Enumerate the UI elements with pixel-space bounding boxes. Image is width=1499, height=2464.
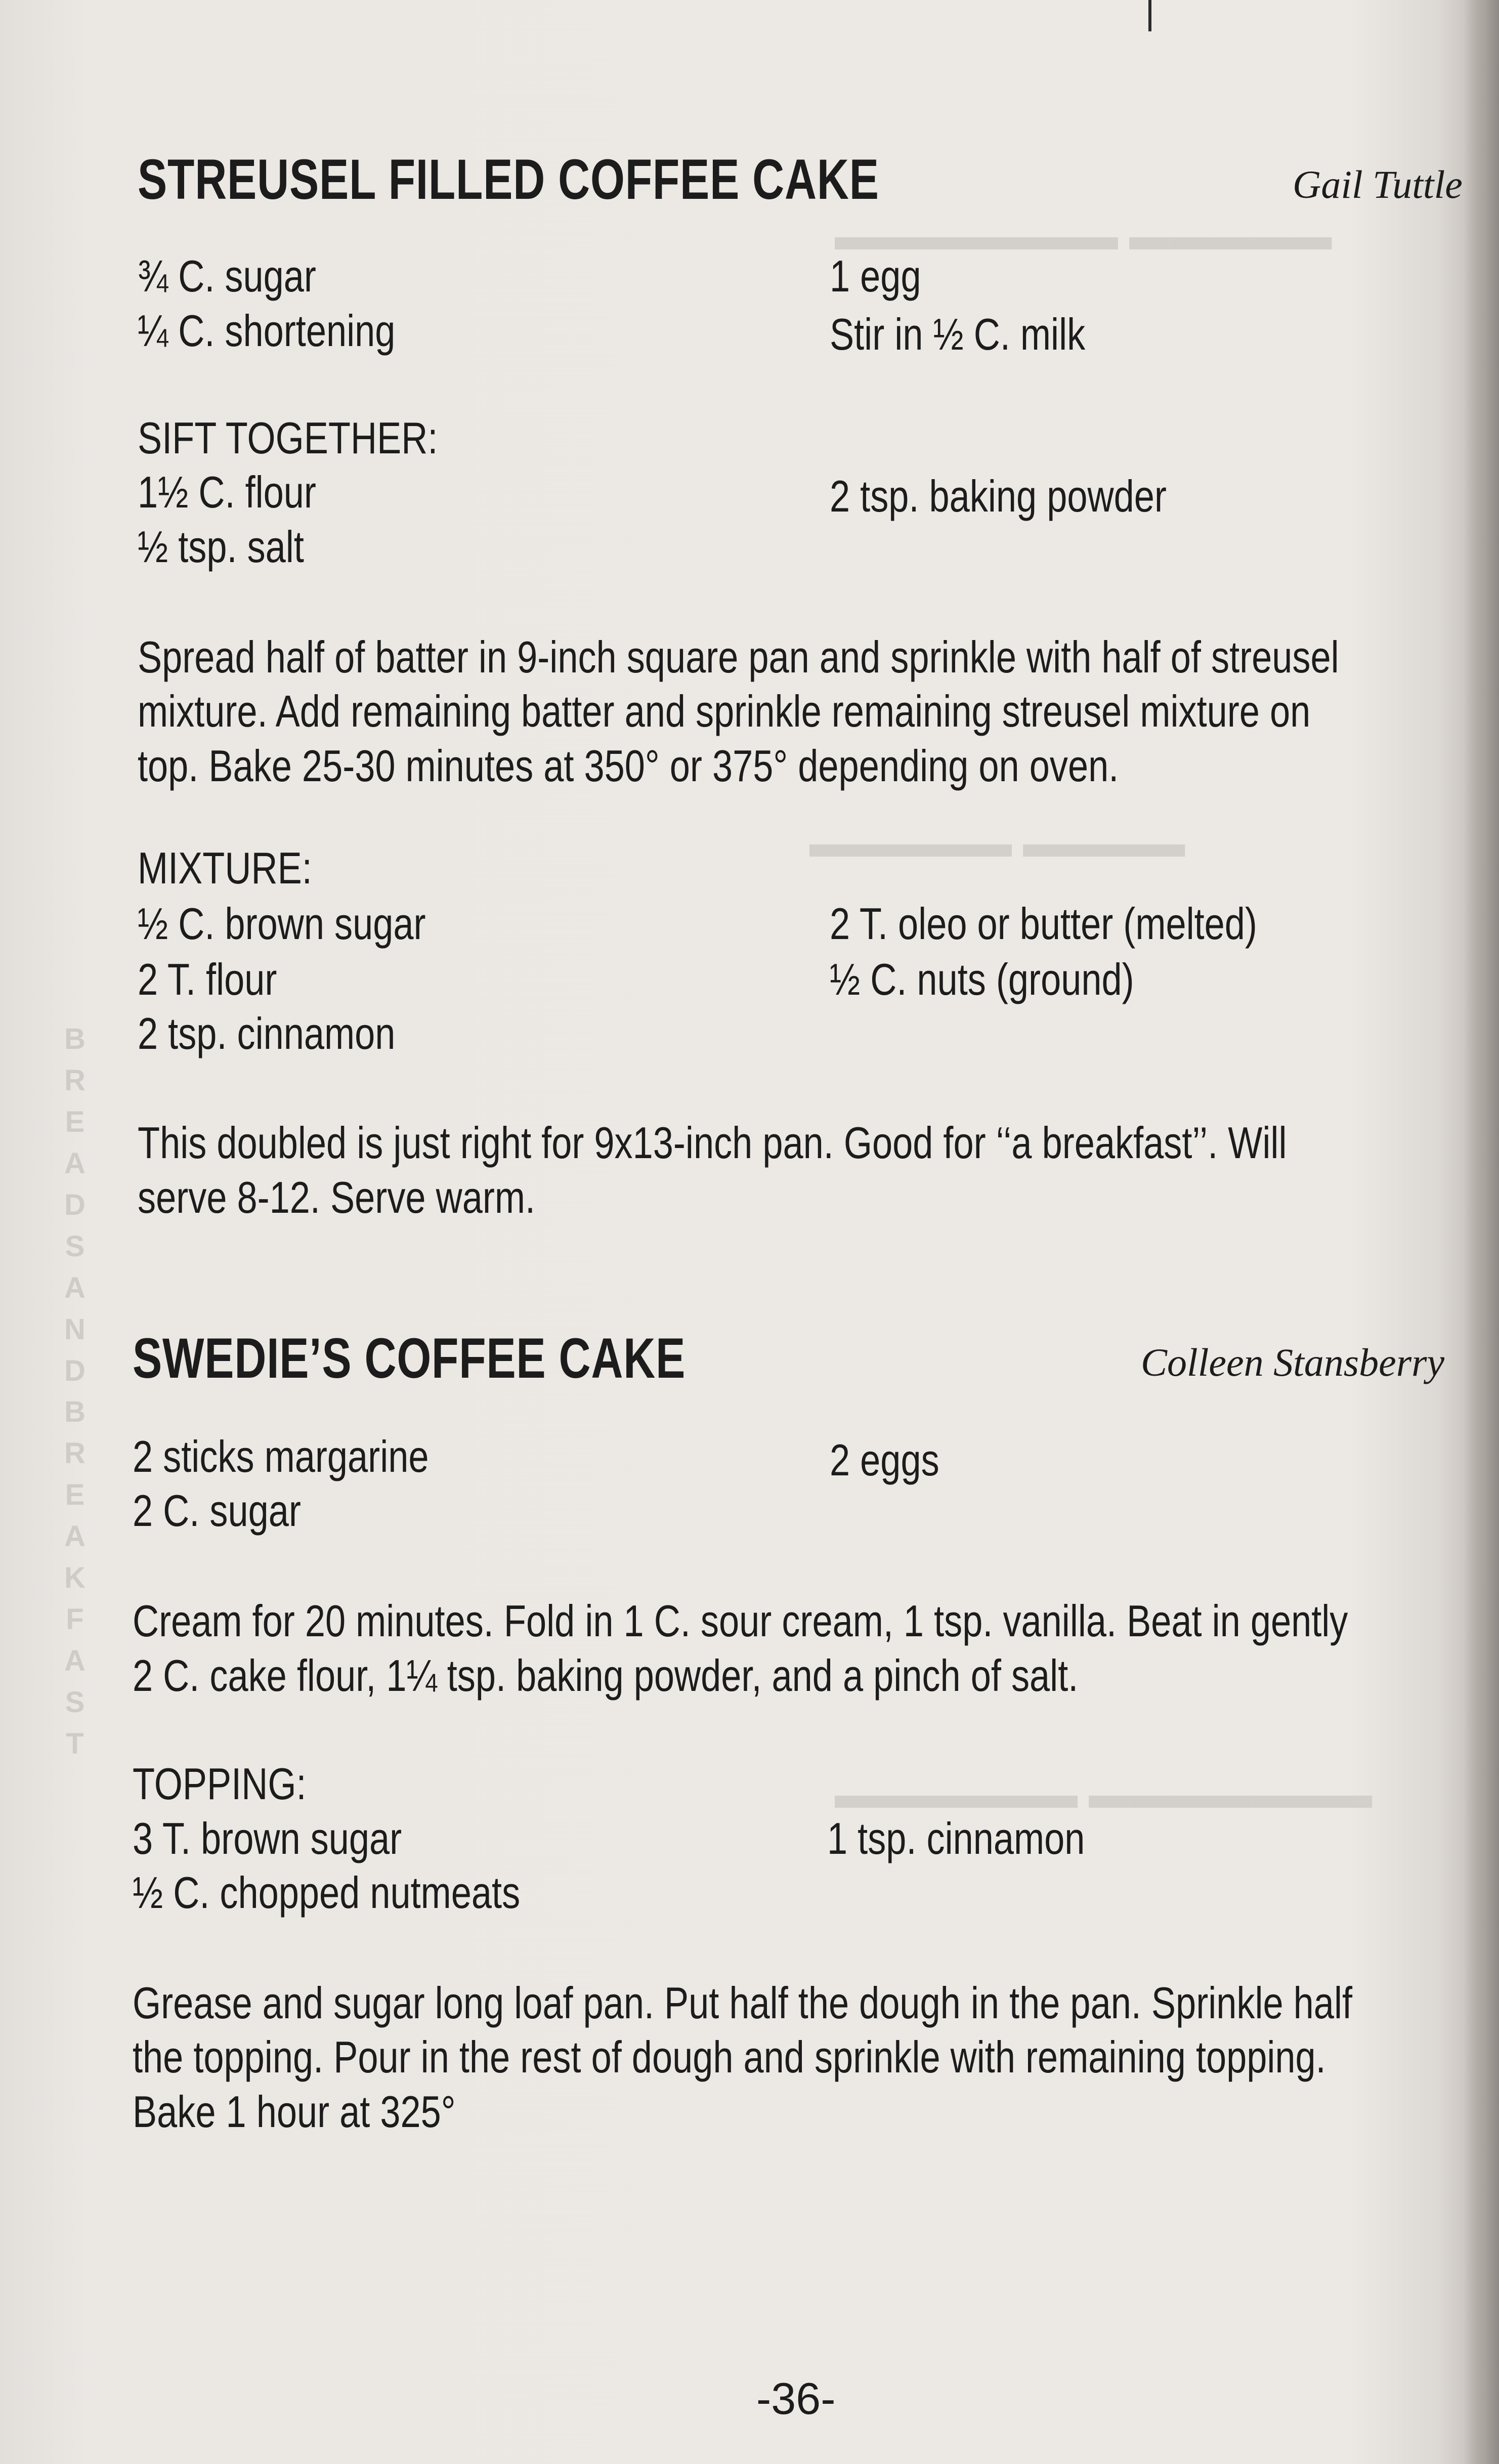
ingredient: 1½ C. flour xyxy=(138,467,316,517)
section-header: SIFT TOGETHER: xyxy=(138,413,438,463)
note-line: This doubled is just right for 9x13-inch pan. Good for ‘‘a breakfast’’. Will xyxy=(138,1118,1287,1168)
note-line: serve 8-12. Serve warm. xyxy=(138,1172,536,1222)
page-number: -36- xyxy=(756,2373,836,2424)
ingredient: 2 T. oleo or butter (melted) xyxy=(830,899,1257,949)
side-letter: A xyxy=(64,1271,85,1304)
recipe-author: Colleen Stansberry xyxy=(1141,1340,1445,1384)
ingredient: 2 eggs xyxy=(830,1435,939,1485)
side-letter: R xyxy=(64,1437,85,1470)
side-letter: N xyxy=(64,1312,85,1346)
section-side-strip xyxy=(60,1022,90,1761)
ingredient: 2 C. sugar xyxy=(133,1485,301,1536)
recipe-author: Gail Tuttle xyxy=(1293,162,1463,206)
top-tick-mark xyxy=(1148,0,1151,31)
side-letter: F xyxy=(66,1603,84,1636)
side-letter: A xyxy=(64,1520,85,1553)
instruction-line: Spread half of batter in 9-inch square pan and sprinkle with half of streusel xyxy=(138,632,1339,682)
ingredient: 3 T. brown sugar xyxy=(133,1813,402,1863)
ingredient: ½ C. brown sugar xyxy=(138,899,426,949)
page-edge-shadow xyxy=(1464,0,1499,2464)
side-letter: B xyxy=(64,1023,85,1055)
section-header: TOPPING: xyxy=(133,1759,307,1809)
instruction-line: Cream for 20 minutes. Fold in 1 C. sour cream, 1 tsp. vanilla. Beat in gently xyxy=(133,1596,1348,1646)
bleed-through: ▬▬▬▬▬ ▬▬▬▬▬▬▬ xyxy=(835,213,1332,258)
ingredient: 2 sticks margarine xyxy=(133,1431,429,1481)
ingredient: 1 tsp. cinnamon xyxy=(827,1813,1085,1863)
side-letter: T xyxy=(66,1727,84,1760)
side-letter: A xyxy=(64,1146,85,1180)
side-letter: D xyxy=(64,1354,85,1387)
instruction-line: top. Bake 25-30 minutes at 350° or 375° depending on oven. xyxy=(138,741,1119,791)
side-letter: E xyxy=(65,1478,85,1512)
recipe-title: SWEDIE’S COFFEE CAKE xyxy=(133,1327,686,1390)
ingredient: 2 T. flour xyxy=(138,954,277,1004)
side-letter: A xyxy=(64,1644,85,1678)
ingredient: ½ tsp. salt xyxy=(138,522,304,572)
side-letter: S xyxy=(65,1229,85,1263)
ingredient: 2 tsp. baking powder xyxy=(830,471,1167,521)
instruction-line: mixture. Add remaining batter and sprinkle remaining streusel mixture on xyxy=(138,686,1311,736)
side-letter: D xyxy=(64,1188,85,1221)
instruction-line: the topping. Pour in the rest of dough and sprinkle with remaining topping. xyxy=(133,2032,1326,2082)
bleed-through: ▬▬▬▬ ▬▬▬▬▬ xyxy=(809,820,1185,865)
instruction-line: Bake 1 hour at 325° xyxy=(133,2087,456,2137)
side-letter: R xyxy=(64,1064,85,1097)
ingredient: Stir in ½ C. milk xyxy=(830,309,1086,359)
ingredient: ¼ C. shortening xyxy=(138,306,396,356)
ingredient: 1 egg xyxy=(830,251,921,301)
side-letter: E xyxy=(65,1105,85,1138)
section-header: MIXTURE: xyxy=(138,843,312,893)
side-letter: S xyxy=(65,1686,85,1719)
instruction-line: 2 C. cake flour, 1¼ tsp. baking powder, and a pinch of salt. xyxy=(133,1650,1079,1701)
instruction-line: Grease and sugar long loaf pan. Put half the dough in the pan. Sprinkle half xyxy=(133,1978,1353,2028)
side-letter: B xyxy=(64,1395,85,1429)
recipe-title: STREUSEL FILLED COFFEE CAKE xyxy=(138,148,879,211)
side-letter: K xyxy=(64,1561,85,1595)
ingredient: ½ C. chopped nutmeats xyxy=(133,1867,521,1918)
ingredient: ½ C. nuts (ground) xyxy=(830,954,1134,1004)
ingredient: 2 tsp. cinnamon xyxy=(138,1008,396,1058)
bleed-through: ▬▬▬▬▬▬▬ ▬▬▬▬▬▬ xyxy=(835,1771,1373,1816)
ingredient: ¾ C. sugar xyxy=(138,251,316,301)
